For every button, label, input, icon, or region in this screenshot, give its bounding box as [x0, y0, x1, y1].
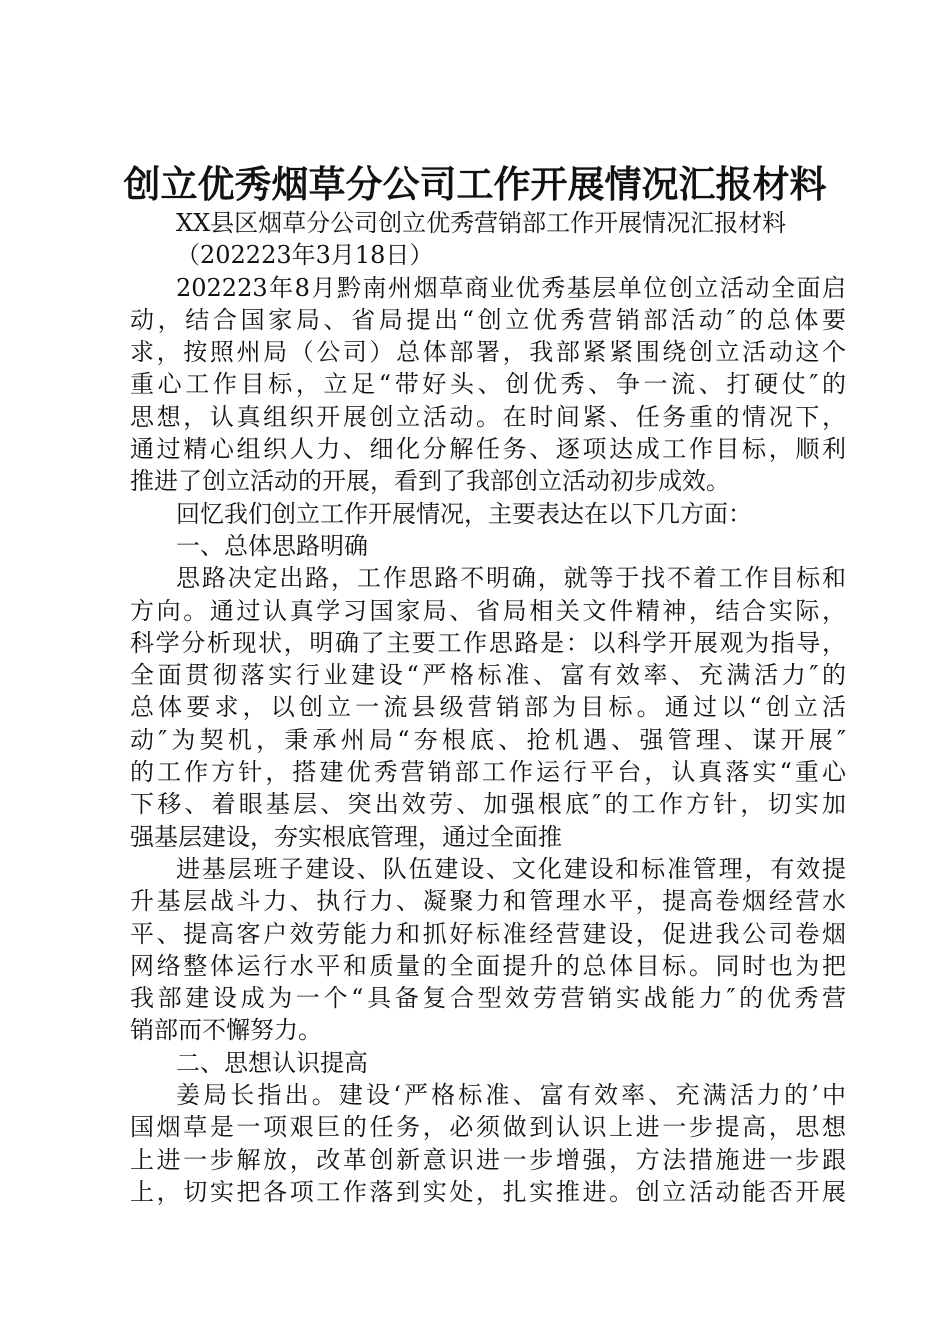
- body-line: 方向。通过认真学习国家局、省局相关文件精神，结合实际，: [130, 596, 846, 625]
- body-line: 进基层班子建设、队伍建设、文化建设和标准管理，有效提: [176, 854, 846, 883]
- body-line: 一、总体思路明确: [176, 531, 368, 560]
- body-line: 回忆我们创立工作开展情况，主要表达在以下几方面：: [176, 499, 752, 528]
- body-line: 我部建设成为一个“具备复合型效劳营销实战能力″的优秀营: [130, 984, 846, 1013]
- body-line: 推进了创立活动的开展，看到了我部创立活动初步成效。: [130, 467, 730, 496]
- body-line: 重心工作目标，立足“带好头、创优秀、争一流、打硬仗″的: [130, 370, 846, 399]
- body-line: 销部而不懈努力。: [130, 1016, 322, 1045]
- document-body: [130, 207, 846, 1208]
- body-line: 动，结合国家局、省局提出“创立优秀营销部活动″的总体要: [130, 305, 846, 334]
- body-line: 上，切实把各项工作落到实处，扎实推进。创立活动能否开展: [130, 1177, 846, 1206]
- body-line: 202223年8月黔南州烟草商业优秀基层单位创立活动全面启: [176, 273, 846, 302]
- body-line: 平、提高客户效劳能力和抓好标准经营建设，促进我公司卷烟: [130, 919, 846, 948]
- body-line: 强基层建设，夯实根底管理，通过全面推: [130, 822, 562, 851]
- body-line: 科学分析现状，明确了主要工作思路是：以科学开展观为指导，: [130, 628, 846, 657]
- body-line: 下移、着眼基层、突出效劳、加强根底″的工作方针，切实加: [130, 790, 846, 819]
- document-title: 创立优秀烟草分公司工作开展情况汇报材料: [123, 162, 827, 206]
- body-line: 思想，认真组织开展创立活动。在时间紧、任务重的情况下，: [130, 402, 846, 431]
- body-line: 动″为契机，秉承州局“夯根底、抢机遇、强管理、谋开展″: [130, 725, 846, 754]
- body-line: 升基层战斗力、执行力、凝聚力和管理水平，提高卷烟经营水: [130, 887, 846, 916]
- body-line: 国烟草是一项艰巨的任务，必须做到认识上进一步提高，思想: [130, 1113, 846, 1142]
- body-line: 姜局长指出。建设‘严格标准、富有效率、充满活力的’中: [176, 1081, 846, 1110]
- body-line: 总体要求，以创立一流县级营销部为目标。通过以“创立活: [130, 693, 846, 722]
- body-line: （202223年3月18日）: [176, 241, 434, 270]
- body-line: 通过精心组织人力、细化分解任务、逐项达成工作目标，顺利: [130, 435, 846, 464]
- body-line: 上进一步解放，改革创新意识进一步增强，方法措施进一步跟: [130, 1145, 846, 1174]
- body-line: 全面贯彻落实行业建设“严格标准、富有效率、充满活力″的: [130, 661, 846, 690]
- body-line: XX县区烟草分公司创立优秀营销部工作开展情况汇报材料: [176, 209, 787, 237]
- body-line: 网络整体运行水平和质量的全面提升的总体目标。同时也为把: [130, 951, 846, 980]
- body-line: 求，按照州局（公司）总体部署，我部紧紧围绕创立活动这个: [130, 338, 846, 367]
- body-line: 思路决定出路，工作思路不明确，就等于找不着工作目标和: [176, 564, 846, 593]
- body-line: 的工作方针，搭建优秀营销部工作运行平台，认真落实“重心: [130, 758, 846, 787]
- body-line: 二、思想认识提高: [176, 1048, 368, 1077]
